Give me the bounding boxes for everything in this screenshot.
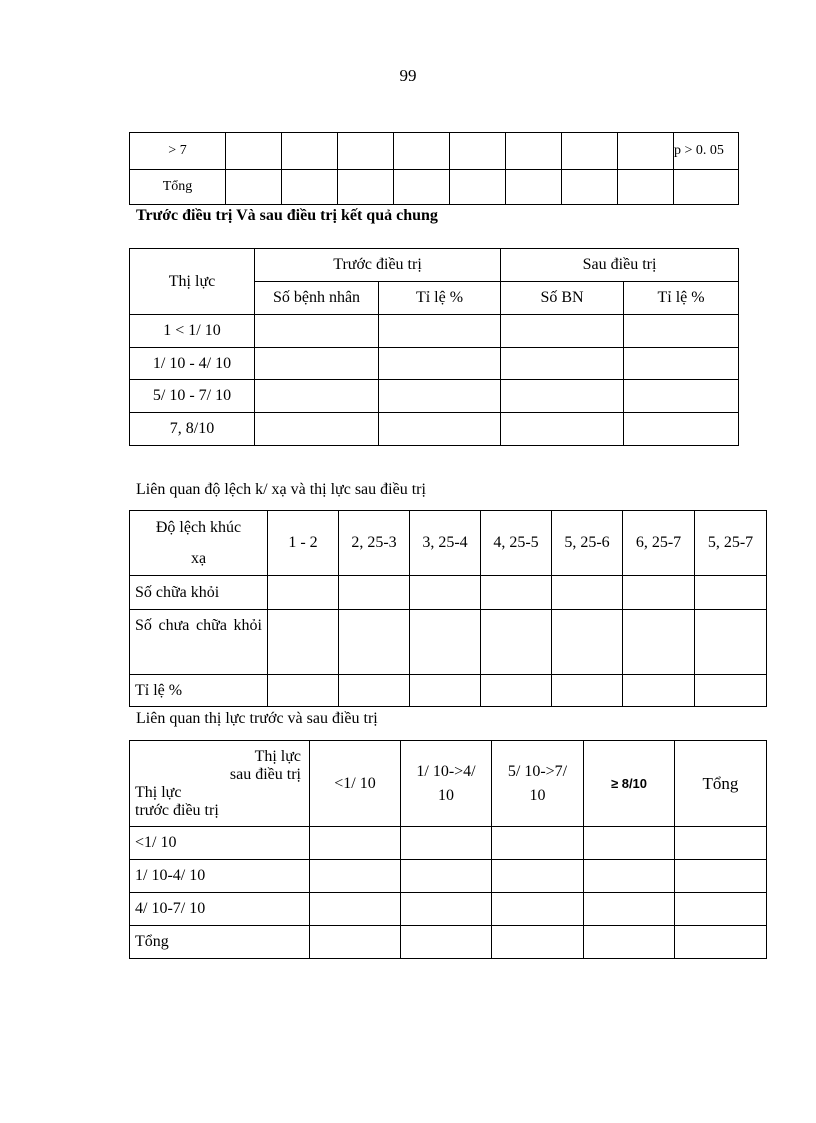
header-before: Trước điều trị [255,249,501,282]
cell [584,926,675,959]
header-pct-after: Tỉ lệ % [624,282,739,315]
cell [675,893,767,926]
cell [310,860,401,893]
corner-after-line2: sau điều trị [229,765,301,783]
cell [268,610,339,675]
section-heading-vision: Liên quan thị lực trước và sau điều trị [136,710,378,727]
cell [379,315,501,348]
col-header-line: 1/ 10->4/ [416,762,476,780]
cell [623,675,695,707]
cell [552,576,623,610]
corner-before-line2: trước điều trị [135,801,219,819]
cell [584,860,675,893]
cell [506,133,562,170]
cell [623,576,695,610]
row-label-cured: Số chữa khỏi [130,576,268,610]
cell [310,893,401,926]
table-row [130,860,767,893]
corner-after-line1: Thị lực [254,747,301,765]
table-continuation [129,132,739,205]
cell [695,675,767,707]
cell [282,133,338,170]
cell [492,893,584,926]
row-label: <1/ 10 [130,827,310,860]
cell [624,315,739,348]
col-header: ≥ 8/10 [584,741,675,827]
col-header: 4, 25-5 [481,511,552,576]
header-bn: Số BN [501,282,624,315]
header-deviation-line1: Độ lệch khúc [155,519,242,536]
cell [310,926,401,959]
row-label: 4/ 10-7/ 10 [130,893,310,926]
row-label-not-cured: Số chưa chữa khỏi [130,610,268,675]
cell [338,133,394,170]
cell [394,170,450,205]
cell [401,827,492,860]
cell [506,170,562,205]
cell [675,926,767,959]
cell [623,610,695,675]
cell [268,576,339,610]
cell [226,133,282,170]
cell [379,348,501,380]
table-vision-before-after [129,740,767,959]
cell [481,576,552,610]
cell [410,675,481,707]
col-header: 1 - 2 [268,511,339,576]
cell [492,827,584,860]
cell [450,170,506,205]
cell [562,133,618,170]
row-label: 1/ 10-4/ 10 [130,860,310,893]
corner-header [130,741,310,827]
table-row [130,926,767,959]
table-header-row [130,511,767,576]
col-header: <1/ 10 [310,741,401,827]
table-row [130,380,739,413]
cell [410,576,481,610]
page-number: 99 [399,66,417,85]
cell [584,893,675,926]
cell [226,170,282,205]
cell [492,926,584,959]
cell [339,576,410,610]
cell [618,133,674,170]
table-row [130,413,739,446]
row-label: 7, 8/10 [130,413,255,446]
cell [501,315,624,348]
cell [394,133,450,170]
row-label: 1 < 1/ 10 [130,315,255,348]
section-heading-overall: Trước điều trị Và sau điều trị kết quả chung [136,207,438,224]
col-header: 2, 25-3 [339,511,410,576]
cell [624,348,739,380]
cell [310,827,401,860]
cell [401,926,492,959]
cell [282,170,338,205]
cell [481,675,552,707]
table-row [130,315,739,348]
col-header: 3, 25-4 [410,511,481,576]
table-row [130,576,767,610]
col-header-line: 10 [438,786,454,804]
cell [624,380,739,413]
col-header: Tổng [675,741,767,827]
cell [481,610,552,675]
corner-before-line1: Thị lực [135,783,182,801]
cell [401,893,492,926]
cell [492,860,584,893]
p-value: p > 0. 05 [674,133,739,170]
header-deviation [130,511,268,576]
table-deviation [129,510,767,707]
col-header: 5, 25-7 [695,511,767,576]
cell [675,827,767,860]
cell [255,315,379,348]
col-header-line: 5/ 10->7/ [507,762,568,780]
header-after: Sau điều trị [501,249,739,282]
cell [255,413,379,446]
cell [624,413,739,446]
table-row [130,348,739,380]
row-label: 1/ 10 - 4/ 10 [130,348,255,380]
cell [695,610,767,675]
cell [552,675,623,707]
cell [338,170,394,205]
cell [450,133,506,170]
table-row [130,133,739,170]
cell [268,675,339,707]
row-label: 5/ 10 - 7/ 10 [130,380,255,413]
header-patients: Số bệnh nhân [255,282,379,315]
cell [695,576,767,610]
col-header: 6, 25-7 [623,511,695,576]
header-pct-before: Tỉ lệ % [379,282,501,315]
cell [562,170,618,205]
row-label: Tổng [130,170,226,205]
col-header: 5, 25-6 [552,511,623,576]
header-deviation-line2: xạ [190,550,207,567]
header-vision: Thị lực [130,249,255,315]
cell [552,610,623,675]
cell [584,827,675,860]
table-row [130,675,767,707]
cell [379,380,501,413]
cell [339,610,410,675]
cell [410,610,481,675]
col-header [492,741,584,827]
table-row [130,827,767,860]
row-label-ratio: Tỉ lệ % [130,675,268,707]
row-label: > 7 [130,133,226,170]
cell [501,413,624,446]
cell [255,380,379,413]
cell [401,860,492,893]
col-header-line: 10 [529,786,546,804]
cell [501,380,624,413]
table-header-row [130,249,739,282]
col-header [401,741,492,827]
cell [618,170,674,205]
table-row [130,893,767,926]
cell [379,413,501,446]
cell [675,860,767,893]
cell [674,170,739,205]
cell [339,675,410,707]
cell [501,348,624,380]
table-header-row [130,741,767,827]
table-row [130,170,739,205]
row-label: Tổng [130,926,310,959]
table-row [130,610,767,675]
cell [255,348,379,380]
table-overall-results [129,248,739,446]
section-heading-deviation: Liên quan độ lệch k/ xạ và thị lực sau điều trị [136,481,426,498]
